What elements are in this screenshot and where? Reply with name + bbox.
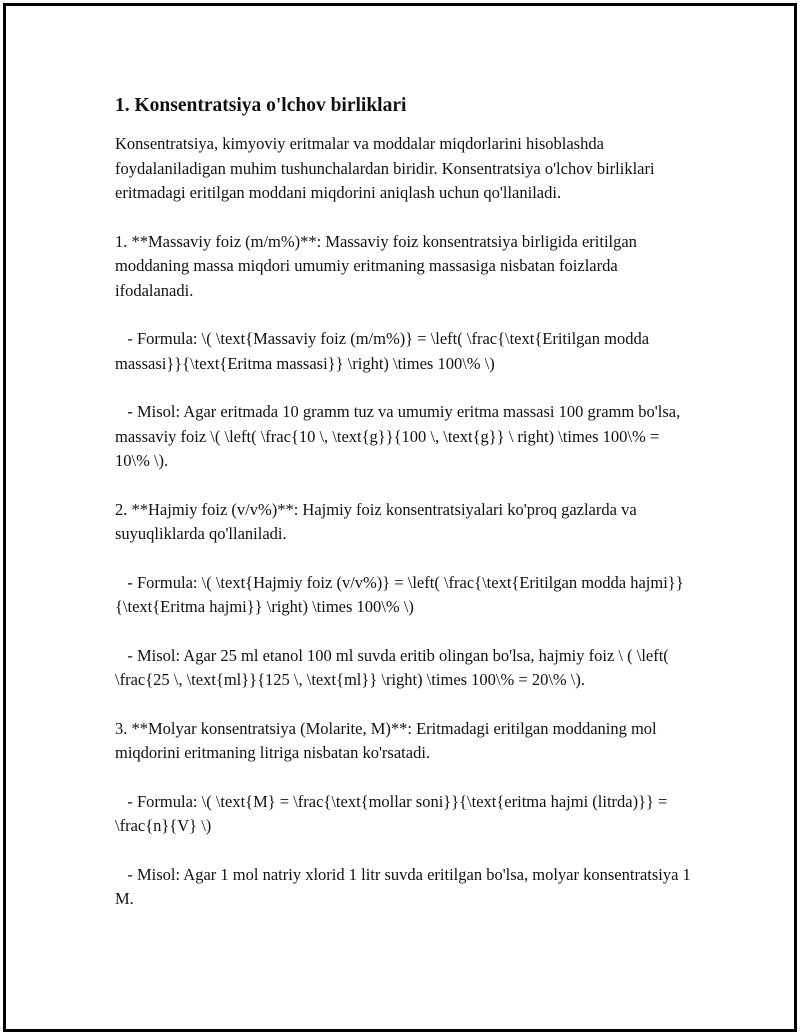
molarity-formula: - Formula: \( \text{M} = \frac{\text{mollar soni}}{\text{eritma hajmi (litrda)}} = \frac{n}{V} \) [115,791,672,835]
volume-percent-formula: - Formula: \( \text{Hajmiy foiz (v/v%)} = \left( \frac{\text{Eritilgan modda hajmi}}{\text{Eritma hajmi}} \right) \times 100\% \) [115,572,684,616]
volume-percent-definition: 2. **Hajmiy foiz (v/v%)**: Hajmiy foiz konsentratsiyalari ko'proq gazlarda va suyuqliklarda qo'llaniladi. [115,499,641,543]
mass-percent-definition: 1. **Massaviy foiz (m/m%)**: Massaviy foiz konsentratsiya birligida eritilgan moddaning massa miqdori umumiy eritmaning massasiga nisbatan foizlarda ifodalanadi. [115,231,642,300]
mass-percent-example: - Misol: Agar eritmada 10 gramm tuz va umumiy eritma massasi 100 gramm bo'lsa, massaviy foiz \( \left( \frac{10 \, \text{g}}{100 \, \text{g}} \ right) \times 100\% = 10\% \). [115,402,685,470]
mass-percent-formula: - Formula: \( \text{Massaviy foiz (m/m%)} = \left( \frac{\text{Eritilgan modda massasi}}{\text{Eritma massasi}} \right) \times 100\% \) [115,329,654,373]
document-content [115,93,695,936]
molarity-definition: 3. **Molyar konsentratsiya (Molarite, M)**: Eritmadagi eritilgan moddaning mol miqdorini eritmaning litriga nisbatan ko'rsatadi. [115,718,661,762]
volume-percent-example: - Misol: Agar 25 ml etanol 100 ml suvda eritib olingan bo'lsa, hajmiy foiz \ ( \left( \frac{25 \, \text{ml}}{125 \, \text{ml}} \right) \times 100\% = 20\% \). [115,645,673,689]
intro-paragraph: Konsentratsiya, kimyoviy eritmalar va moddalar miqdorlarini hisoblashda foydalaniladigan muhim tushunchalardan biridir. Konsentratsiya o'lchov birliklari eritmadagi eritilgan moddani miqdorini aniqlash uchun qo'llaniladi. [115,134,659,202]
molarity-example: - Misol: Agar 1 mol natriy xlorid 1 litr suvda eritilgan bo'lsa, molyar konsentratsiya 1 M. [115,864,695,908]
section-heading: 1. Konsentratsiya o'lchov birliklari [115,95,407,116]
